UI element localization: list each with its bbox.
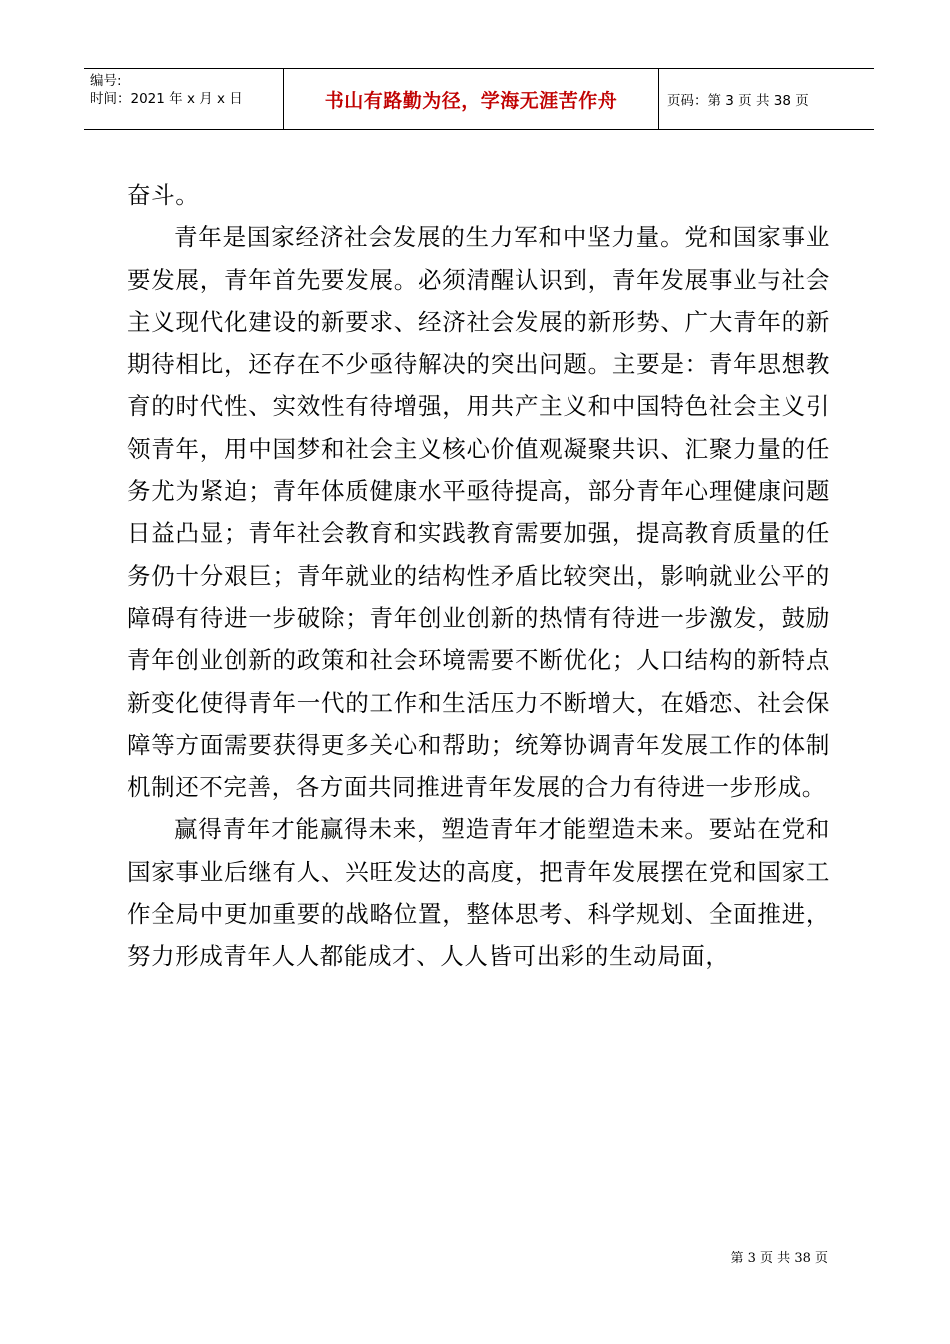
header-meta (84, 69, 284, 129)
page-footer: 第 3 页 共 38 页 (730, 1251, 828, 1266)
header-page-info: 页码：第 3 页 共 38 页 (667, 93, 809, 109)
paragraph-continuation: 奋斗。 (127, 181, 200, 209)
header-motto: 书山有路勤为径，学海无涯苦作舟 (284, 69, 659, 129)
paragraph: 赢得青年才能赢得未来，塑造青年才能塑造未来。要站在党和国家事业后继有人、兴旺发达的高度，把青年发展摆在党和国家工作全局中更加重要的战略位置，整体思考、科学规划、全面推进，努力形成青年人人都能成才、人人皆可出彩的生动局面， (127, 815, 830, 971)
paragraph: 青年是国家经济社会发展的生力军和中坚力量。党和国家事业要发展，青年首先要发展。必须清醒认识到，青年发展事业与社会主义现代化建设的新要求、经济社会发展的新形势、广大青年的新期待相比，还存在不少亟待解决的突出问题。主要是：青年思想教育的时代性、实效性有待增强，用共产主义和中国特色社会主义引领青年，用中国梦和社会主义核心价值观凝聚共识、汇聚力量的任务尤为紧迫；青年体质健康水平亟待提高，部分青年心理健康问题日益凸显；青年社会教育和实践教育需要加强，提高教育质量的任务仍十分艰巨；青年就业的结构性矛盾比较突出，影响就业公平的障碍有待进一步破除；青年创业创新的热情有待进一步激发，鼓励青年创业创新的政策和社会环境需要不断优化；人口结构的新特点新变化使得青年一代的工作和生活压力不断增大，在婚恋、社会保障等方面需要获得更多关心和帮助；统筹协调青年发展工作的体制机制还不完善，各方面共同推进青年发展的合力有待进一步形成。 (127, 223, 830, 802)
document-date: 时间：2021 年 x 月 x 日 (90, 91, 243, 107)
document-body (127, 174, 830, 978)
document-number-label: 编号: (90, 73, 122, 89)
page-header (84, 68, 874, 130)
